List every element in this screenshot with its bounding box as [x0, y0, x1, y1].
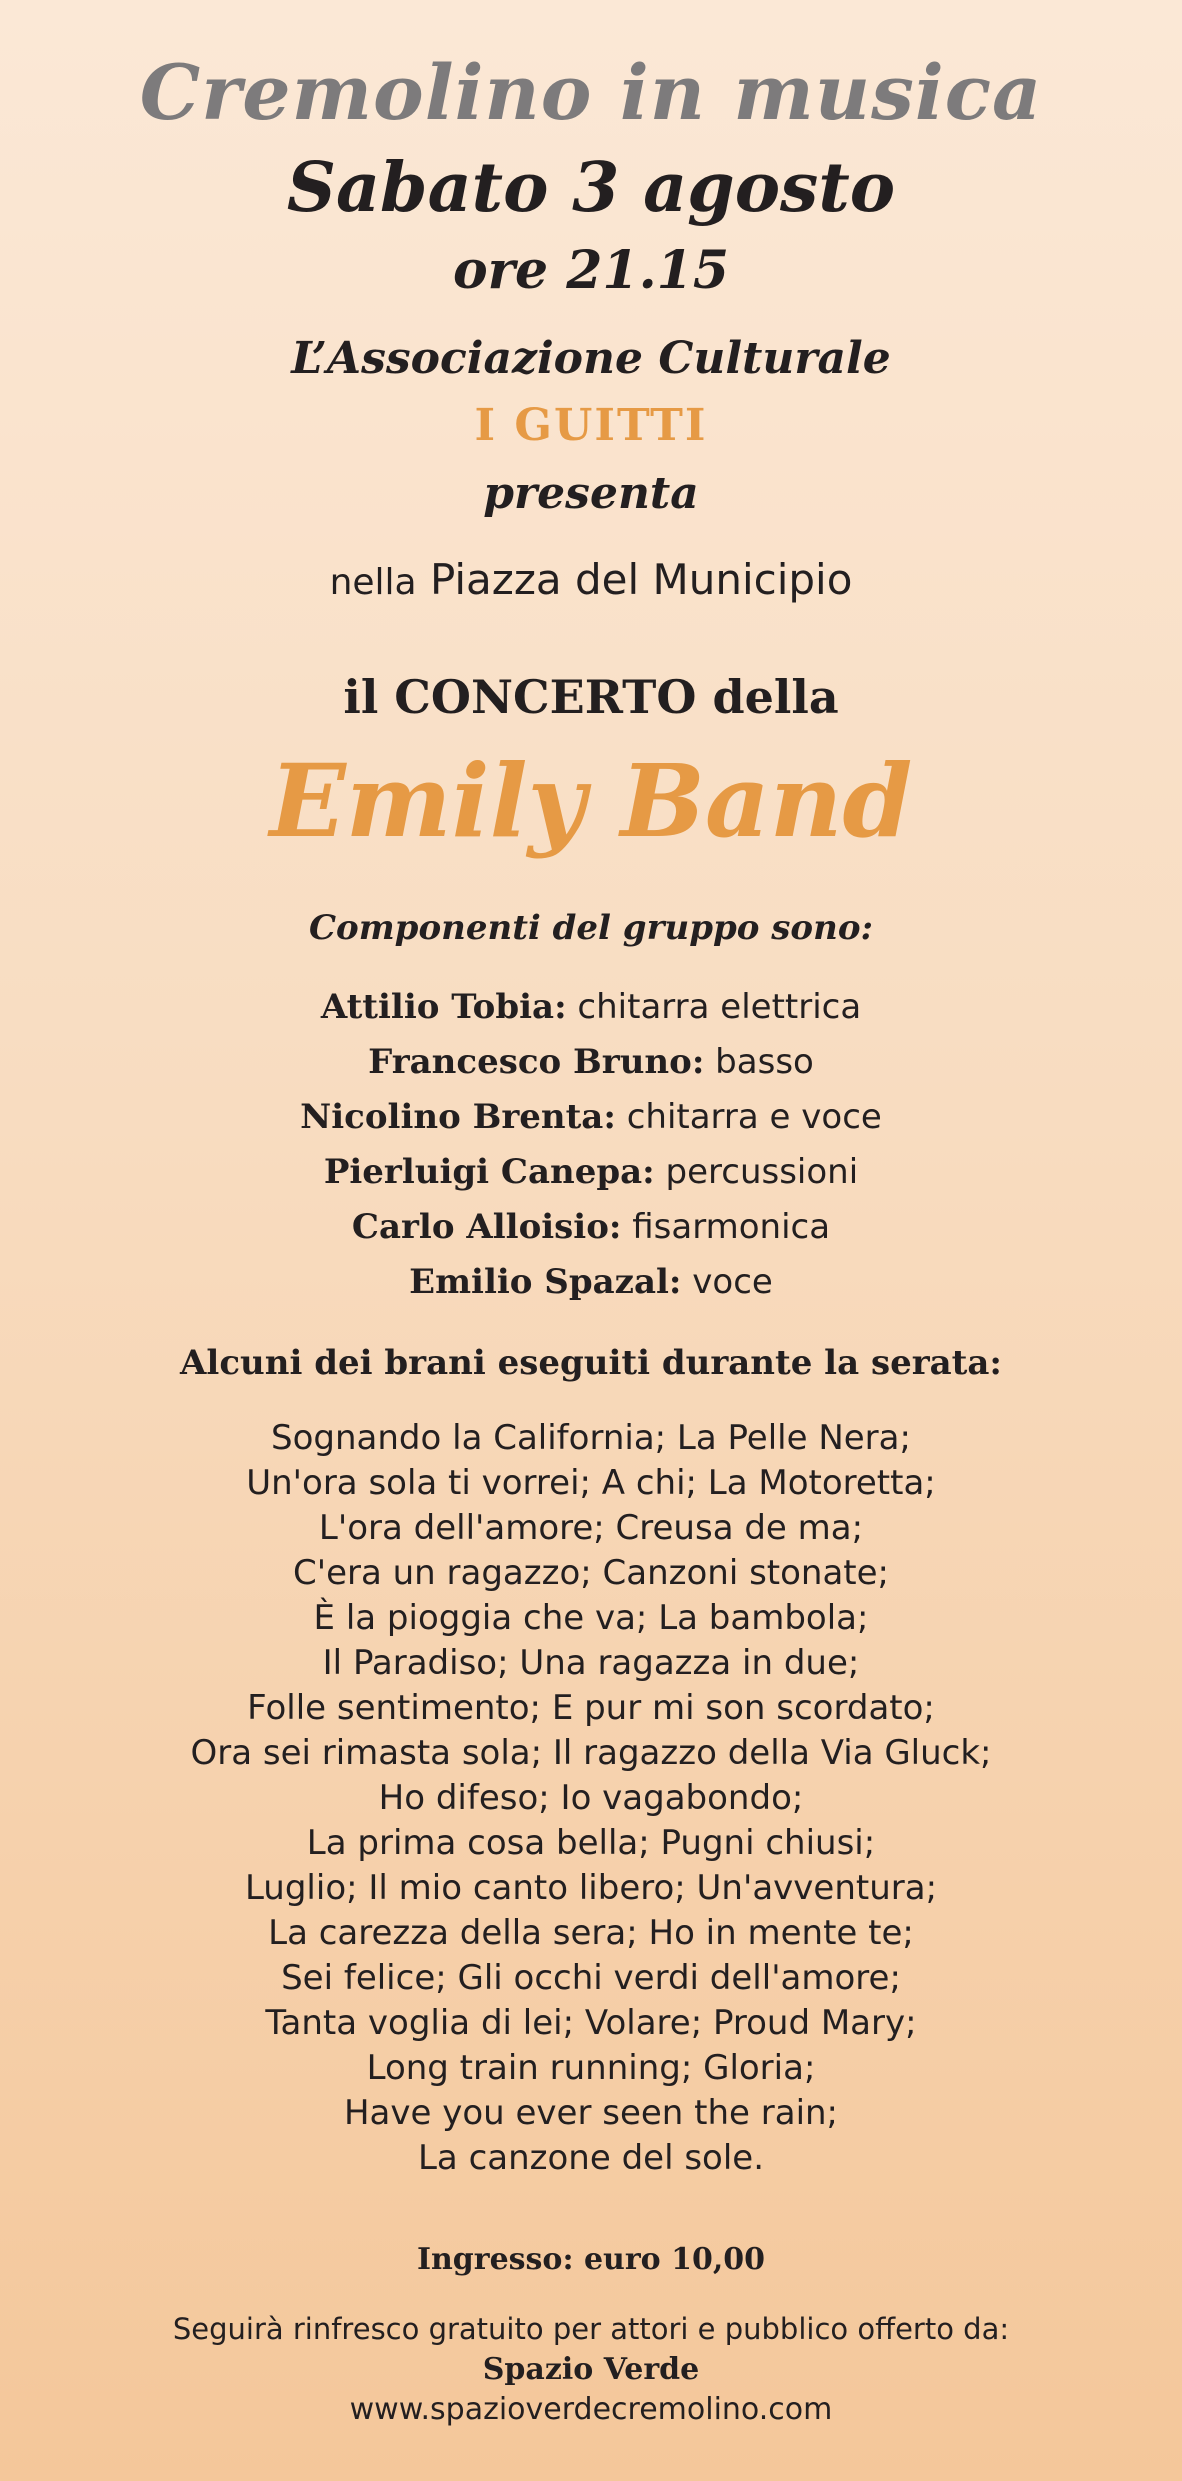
song-line: È la pioggia che va; La bambola; — [313, 1598, 869, 1638]
member-item — [0, 1090, 1182, 1145]
member-name: Carlo Alloisio: — [351, 1207, 622, 1247]
venue — [0, 555, 1182, 604]
member-item — [0, 1200, 1182, 1255]
song-line: La carezza della sera; Ho in mente te; — [268, 1913, 914, 1953]
song-line: La canzone del sole. — [417, 2138, 765, 2178]
members-list — [0, 980, 1182, 1310]
songs-heading: Alcuni dei brani eseguiti durante la serata: — [180, 1343, 1002, 1383]
sponsor-name: Spazio Verde — [482, 2352, 700, 2387]
event-time: ore 21.15 — [452, 240, 730, 301]
member-role: fisarmonica — [621, 1207, 831, 1247]
organizer-name: I GUITTI — [474, 400, 708, 451]
member-item — [0, 980, 1182, 1035]
song-line: Il Paradiso; Una ragazza in due; — [322, 1643, 860, 1683]
event-date: Sabato 3 agosto — [286, 148, 896, 228]
song-line: Have you ever seen the rain; — [343, 2093, 839, 2133]
member-role: voce — [681, 1262, 773, 1302]
band-name: Emily Band — [269, 742, 913, 860]
song-line: Sognando la California; La Pelle Nera; — [271, 1418, 911, 1458]
member-name: Attilio Tobia: — [320, 987, 567, 1027]
member-role: percussioni — [654, 1152, 859, 1192]
song-line: Tanta voglia di lei; Volare; Proud Mary; — [265, 2003, 917, 2043]
song-line: Ora sei rimasta sola; Il ragazzo della Via Gluck; — [190, 1733, 992, 1773]
members-heading: Componenti del gruppo sono: — [308, 908, 874, 948]
presents-label: presenta — [483, 468, 699, 519]
organizer-line: L’Associazione Culturale — [291, 333, 891, 384]
song-line: La prima cosa bella; Pugni chiusi; — [306, 1823, 876, 1863]
admission-price: Ingresso: euro 10,00 — [416, 2242, 766, 2277]
song-line: C'era un ragazzo; Canzoni stonate; — [292, 1553, 890, 1593]
venue-prefix: nella — [329, 562, 417, 603]
concert-intro: il CONCERTO della — [343, 670, 839, 724]
event-title: Cremolino in musica — [139, 48, 1043, 137]
member-item — [0, 1035, 1182, 1090]
member-name: Francesco Bruno: — [368, 1042, 705, 1082]
venue-name: Piazza del Municipio — [416, 555, 853, 604]
song-line: Folle sentimento; E pur mi son scordato; — [247, 1688, 935, 1728]
song-line: Luglio; Il mio canto libero; Un'avventura; — [244, 1868, 938, 1908]
member-name: Nicolino Brenta: — [300, 1097, 616, 1137]
song-line: L'ora dell'amore; Creusa de ma; — [318, 1508, 864, 1548]
song-line: Sei felice; Gli occhi verdi dell'amore; — [281, 1958, 901, 1998]
refreshment-note: Seguirà rinfresco gratuito per attori e pubblico offerto da: — [172, 2312, 1010, 2346]
songs-list — [0, 1416, 1182, 2181]
member-role: chitarra elettrica — [566, 987, 862, 1027]
sponsor-website: www.spazioverdecremolino.com — [349, 2392, 833, 2427]
member-name: Emilio Spazal: — [409, 1262, 682, 1302]
song-line: Long train running; Gloria; — [366, 2048, 816, 2088]
member-item — [0, 1145, 1182, 1200]
member-name: Pierluigi Canepa: — [323, 1152, 655, 1192]
song-line: Ho difeso; Io vagabondo; — [378, 1778, 804, 1818]
member-role: basso — [704, 1042, 814, 1082]
song-line: Un'ora sola ti vorrei; A chi; La Motoretta; — [246, 1463, 936, 1503]
member-item — [0, 1255, 1182, 1310]
member-role: chitarra e voce — [615, 1097, 882, 1137]
